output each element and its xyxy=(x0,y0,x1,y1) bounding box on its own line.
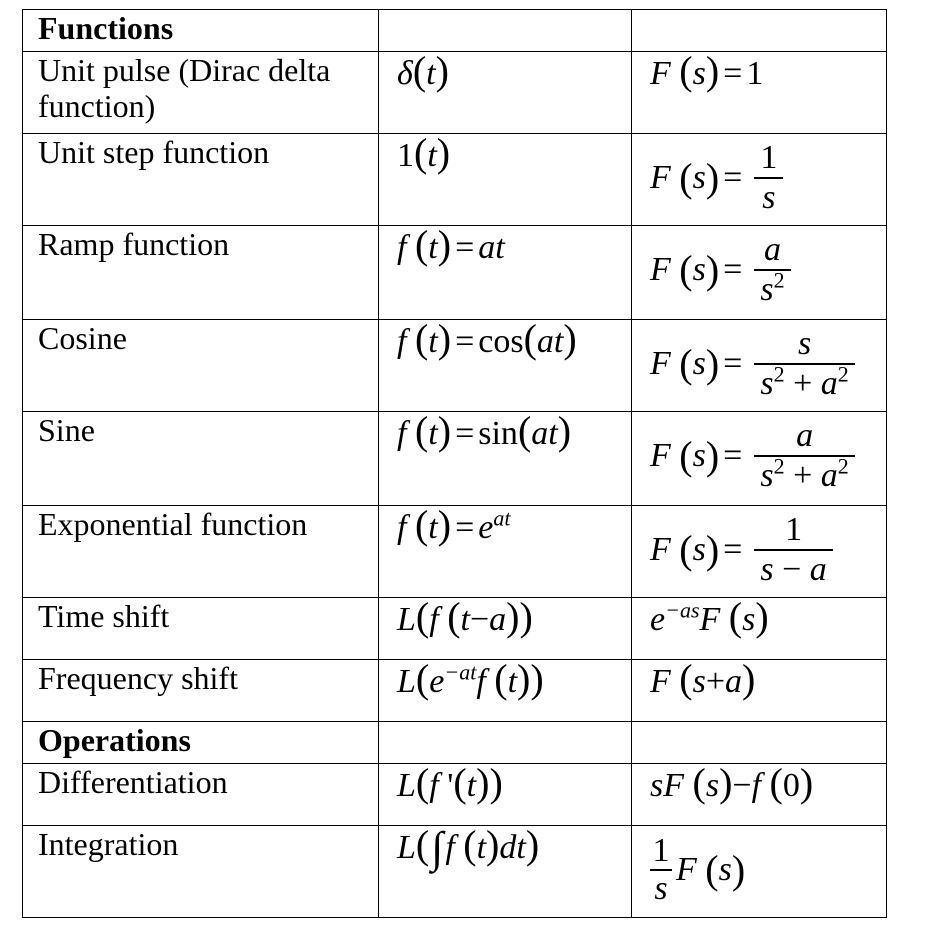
s-domain-cell xyxy=(632,660,887,722)
section-label-operations: Operations xyxy=(23,722,379,764)
section-header-row-operations xyxy=(23,722,887,764)
time-domain-cell xyxy=(379,134,632,226)
operation-name-differentiation: Differentiation xyxy=(23,764,379,826)
table-row xyxy=(23,226,887,320)
s-domain-expression: F ( s ) = $\frac{s}{s^2 + a^2}$ xyxy=(647,320,886,408)
time-domain-cell xyxy=(379,506,632,598)
s-domain-cell xyxy=(632,134,887,226)
time-domain-expression: f $(t) = e^{at}$ xyxy=(397,505,511,547)
s-domain-expression: F ( s ) = $\frac{1}{s - a}$ xyxy=(647,506,886,594)
time-domain-expression: f (t) = at xyxy=(397,225,505,267)
table-row xyxy=(23,826,887,918)
laplace-transform-table xyxy=(22,9,887,918)
table-row xyxy=(23,506,887,598)
function-name-exponential: Exponential function xyxy=(23,506,379,598)
s-domain-cell xyxy=(632,320,887,412)
table-row xyxy=(23,52,887,134)
time-domain-expression: f (t) = cos(at) xyxy=(397,319,577,361)
function-name-unit-step: Unit step function xyxy=(23,134,379,226)
s-domain-cell xyxy=(632,506,887,598)
table-row xyxy=(23,660,887,722)
time-domain-expression: δ(t) xyxy=(397,51,449,93)
function-name-sine: Sine xyxy=(23,412,379,506)
time-domain-expression: f (t) = sin(at) xyxy=(397,411,572,453)
section-header-row-functions xyxy=(23,10,887,52)
s-domain-expression: F ( s ) = $\frac{a}{s^2 + a^2}$ xyxy=(647,412,886,500)
s-domain-cell xyxy=(632,52,887,134)
table-row xyxy=(23,320,887,412)
function-name-cosine: Cosine xyxy=(23,320,379,412)
function-name-time-shift: Time shift xyxy=(23,598,379,660)
cropped-caption-strip xyxy=(22,0,886,9)
time-domain-cell xyxy=(379,412,632,506)
s-domain-cell xyxy=(632,764,887,826)
time-domain-expression: L(f '(t)) xyxy=(397,763,503,805)
s-domain-expression: $e^{-as}F$ (s) xyxy=(650,597,769,639)
time-domain-cell xyxy=(379,598,632,660)
s-domain-expression: F ( s ) = $\frac{a}{s^2}$ xyxy=(647,226,886,314)
time-domain-cell xyxy=(379,226,632,320)
s-domain-expression: $\frac{1}{s}$ F ( s ) xyxy=(647,826,886,914)
s-domain-expression: F ( s ) = $\frac{1}{s}$ xyxy=(647,134,886,222)
time-domain-expression: L(∫f (t)dt) xyxy=(397,825,540,872)
empty-cell xyxy=(632,722,887,764)
time-domain-cell xyxy=(379,826,632,918)
time-domain-cell xyxy=(379,764,632,826)
operation-name-integration: Integration xyxy=(23,826,379,918)
table-row xyxy=(23,764,887,826)
table-row xyxy=(23,134,887,226)
time-domain-expression: L(f (t−a)) xyxy=(397,597,533,639)
time-domain-cell xyxy=(379,52,632,134)
function-name-ramp: Ramp function xyxy=(23,226,379,320)
table-row xyxy=(23,598,887,660)
s-domain-cell xyxy=(632,226,887,320)
s-domain-cell xyxy=(632,826,887,918)
s-domain-expression: F (s) = 1 xyxy=(650,51,764,93)
s-domain-expression: sF (s)−f (0) xyxy=(650,763,814,805)
time-domain-cell xyxy=(379,320,632,412)
time-domain-expression: $L(e^{-at}f$ (t)) xyxy=(397,659,544,701)
s-domain-expression: F (s+a) xyxy=(650,659,756,701)
empty-cell xyxy=(379,722,632,764)
table-row xyxy=(23,412,887,506)
s-domain-cell xyxy=(632,412,887,506)
time-domain-cell xyxy=(379,660,632,722)
section-label-functions: Functions xyxy=(23,10,379,52)
time-domain-expression: 1(t) xyxy=(397,133,451,175)
function-name-frequency-shift: Frequency shift xyxy=(23,660,379,722)
empty-cell xyxy=(379,10,632,52)
empty-cell xyxy=(632,10,887,52)
function-name-unit-pulse: Unit pulse (Dirac delta function) xyxy=(23,52,379,134)
s-domain-cell xyxy=(632,598,887,660)
